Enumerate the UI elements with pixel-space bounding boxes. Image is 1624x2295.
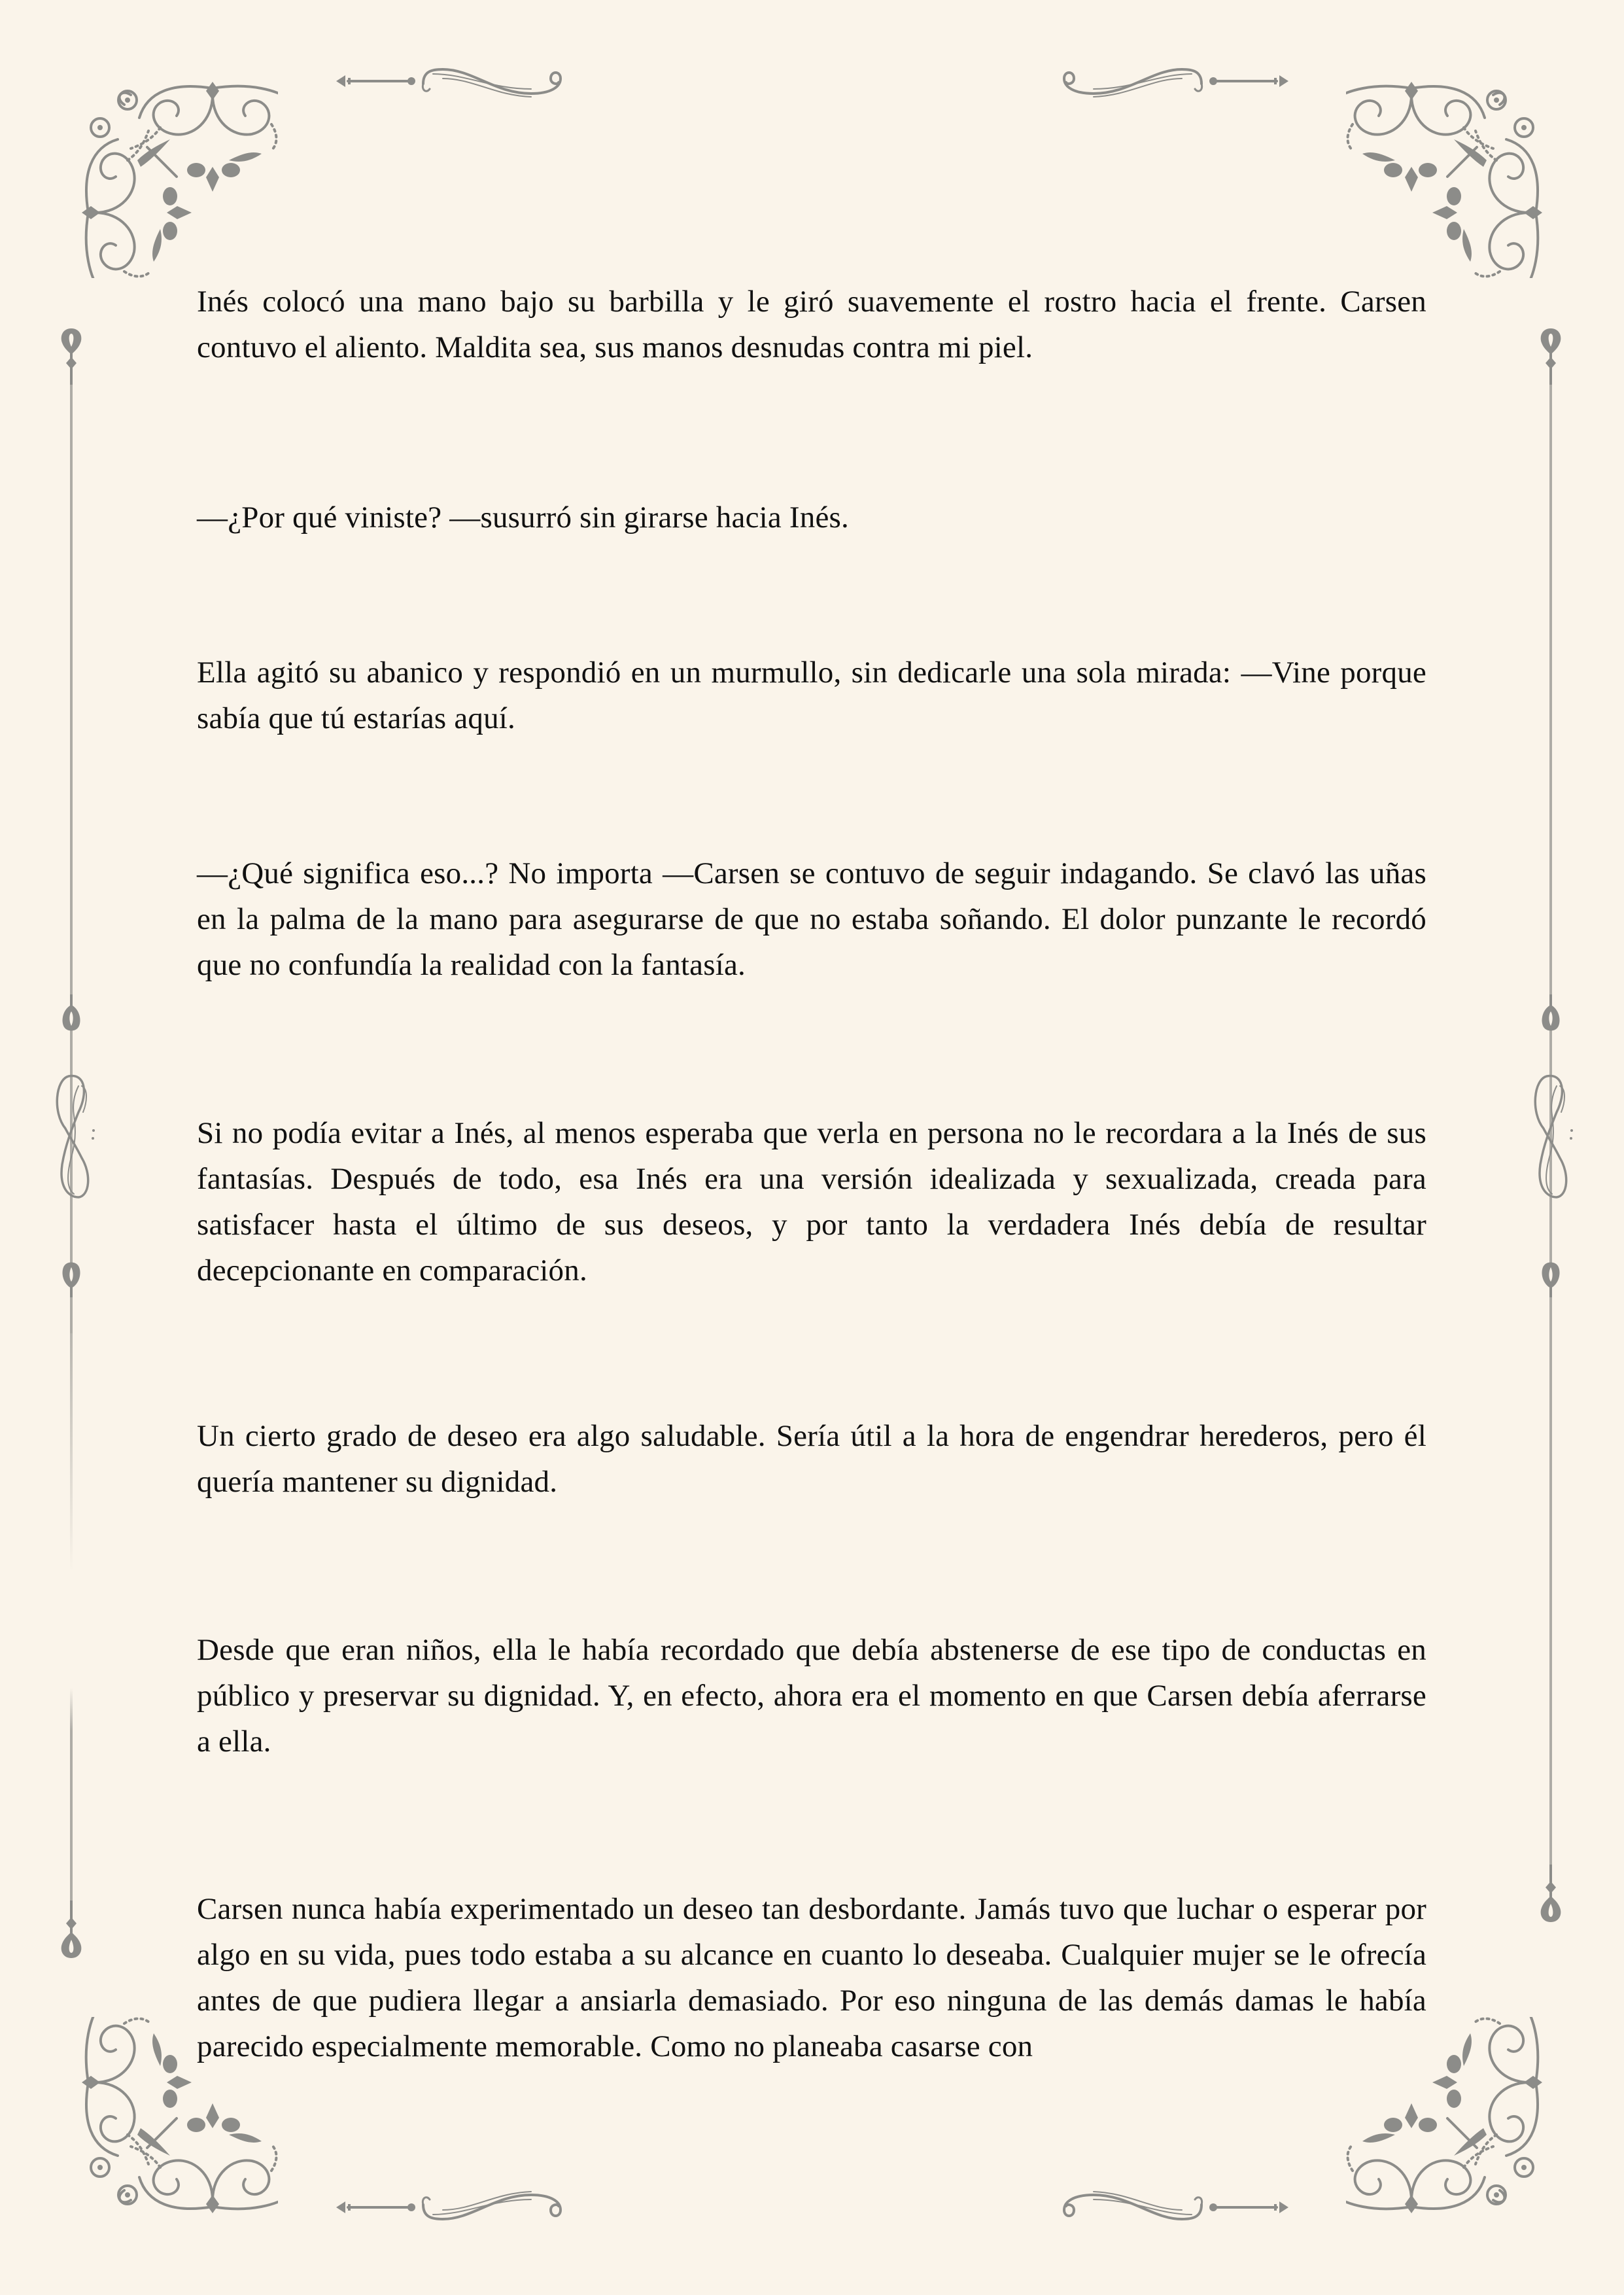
scroll-divider-icon (335, 2185, 1290, 2231)
rail-left-lower (58, 1259, 84, 1299)
drop-finial-icon (58, 1259, 84, 1299)
scroll-divider-top (335, 58, 1290, 103)
corner-flourish-icon (1346, 62, 1562, 278)
paragraph-4: —¿Qué significa eso...? No importa —Carsen se contuvo de seguir indagando. Se clavó las uñas en la palma de la mano para asegurarse de que no estaba soñando. El dolor punzante le recordó que no confundía la realidad con la fantasía. (197, 856, 1426, 982)
finial-icon (1538, 1865, 1564, 1923)
finial-icon (1538, 327, 1564, 386)
paragraph-8: Carsen nunca había experimentado un deseo tan desbordante. Jamás tuvo que luchar o esperar por algo en su vida, pues todo estaba a su alcance en cuanto lo deseaba. Cualquier mujer se le ofrecía antes de que pudiera llegar a ansiarla demasiado. Por eso ninguna de las demás damas le había parecido especialmente memorable. Como no planeaba casarse con (197, 1892, 1426, 2063)
scroll-divider-bottom (335, 2185, 1290, 2231)
rail-right-upper-end (1538, 994, 1564, 1034)
rail-line (70, 1297, 73, 1572)
side-knot-left (49, 1066, 95, 1210)
paragraph-5: Si no podía evitar a Inés, al menos esperaba que verla en persona no le recordara a la Inés de sus fantasías. Después de todo, esa Inés era una versión idealizada y sexualizada, creada para satisfacer hasta el último de sus deseos, y por tanto la verdadera Inés debía de resultar decepcionante en comparación. (197, 1116, 1426, 1288)
rail-line (70, 1688, 73, 1904)
drop-finial-icon (1538, 994, 1564, 1034)
paragraph-6: Un cierto grado de deseo era algo saludable. Sería útil a la hora de engendrar herederos, pero él quería mantener su dignidad. (197, 1419, 1426, 1499)
paragraph-3: Ella agitó su abanico y respondió en un murmullo, sin dedicarle una sola mirada: —Vine porque sabía que tú estarías aquí. (197, 656, 1426, 735)
paragraph-7: Desde que eran niños, ella le había recordado que debía abstenerse de ese tipo de conductas en público y preservar su dignidad. Y, en efecto, ahora era el momento en que Carsen debía aferrarse a ella. (197, 1633, 1426, 1759)
drop-finial-icon (1538, 1259, 1564, 1299)
corner-flourish-top-left (62, 62, 278, 278)
finial-icon (58, 327, 84, 386)
side-knot-right (1527, 1066, 1573, 1210)
drop-finial-icon (58, 994, 84, 1034)
rail-left-upper (58, 327, 84, 386)
scroll-divider-icon (335, 58, 1290, 103)
figure-eight-knot-icon (49, 1066, 95, 1210)
paragraph-1: Inés colocó una mano bajo su barbilla y le giró suavemente el rostro hacia el frente. Carsen contuvo el aliento. Maldita sea, sus manos desnudas contra mi piel. (197, 285, 1426, 364)
finial-icon (58, 1901, 84, 1959)
corner-flourish-icon (62, 62, 278, 278)
rail-left-upper-end (58, 994, 84, 1034)
figure-eight-knot-icon (1527, 1066, 1573, 1210)
rail-right-upper (1538, 327, 1564, 386)
rail-right-lower (1538, 1259, 1564, 1299)
rail-line (1549, 1297, 1552, 1866)
corner-flourish-top-right (1346, 62, 1562, 278)
paragraph-2: —¿Por qué viniste? —susurró sin girarse hacia Inés. (197, 500, 849, 534)
